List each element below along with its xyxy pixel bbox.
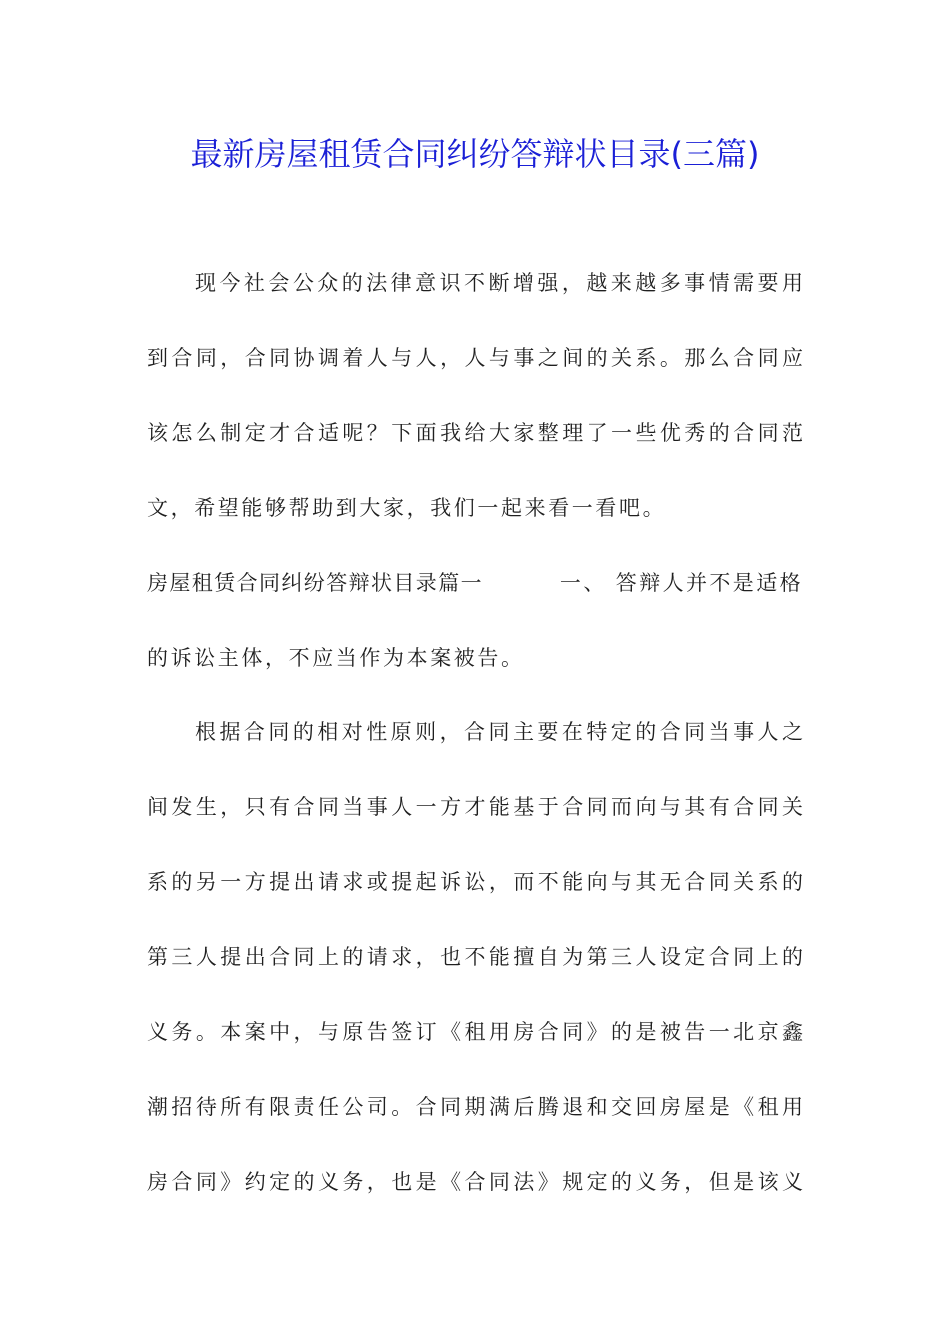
- section-heading-line: [147, 563, 803, 603]
- paragraph-line: 义务。本案中，与原告签订《租用房合同》的是被告一北京鑫: [147, 1020, 803, 1044]
- section-heading-title: 房屋租赁合同纠纷答辩状目录篇一: [147, 571, 483, 595]
- paragraph-line: 的诉讼主体，不应当作为本案被告。: [147, 646, 525, 670]
- paragraph-line: 根据合同的相对性原则，合同主要在特定的合同当事人之: [195, 720, 803, 744]
- paragraph-line: 房合同》约定的义务，也是《合同法》规定的义务，但是该义: [147, 1170, 803, 1194]
- paragraph-line: 到合同，合同协调着人与人，人与事之间的关系。那么合同应: [147, 346, 803, 370]
- section-heading-point: 一、 答辩人并不是适格: [559, 571, 803, 595]
- paragraph-line: 现今社会公众的法律意识不断增强，越来越多事情需要用: [195, 271, 803, 295]
- document-title: 最新房屋租赁合同纠纷答辩状目录(三篇): [190, 135, 760, 173]
- paragraph-line: 文，希望能够帮助到大家，我们一起来看一看吧。: [147, 496, 667, 520]
- paragraph-line: 该怎么制定才合适呢？下面我给大家整理了一些优秀的合同范: [147, 421, 803, 445]
- paragraph-line: 系的另一方提出请求或提起诉讼，而不能向与其无合同关系的: [147, 870, 803, 894]
- paragraph-line: 间发生，只有合同当事人一方才能基于合同而向与其有合同关: [147, 795, 803, 819]
- paragraph-line: 第三人提出合同上的请求，也不能擅自为第三人设定合同上的: [147, 945, 803, 969]
- paragraph-line: 潮招待所有限责任公司。合同期满后腾退和交回房屋是《租用: [147, 1095, 803, 1119]
